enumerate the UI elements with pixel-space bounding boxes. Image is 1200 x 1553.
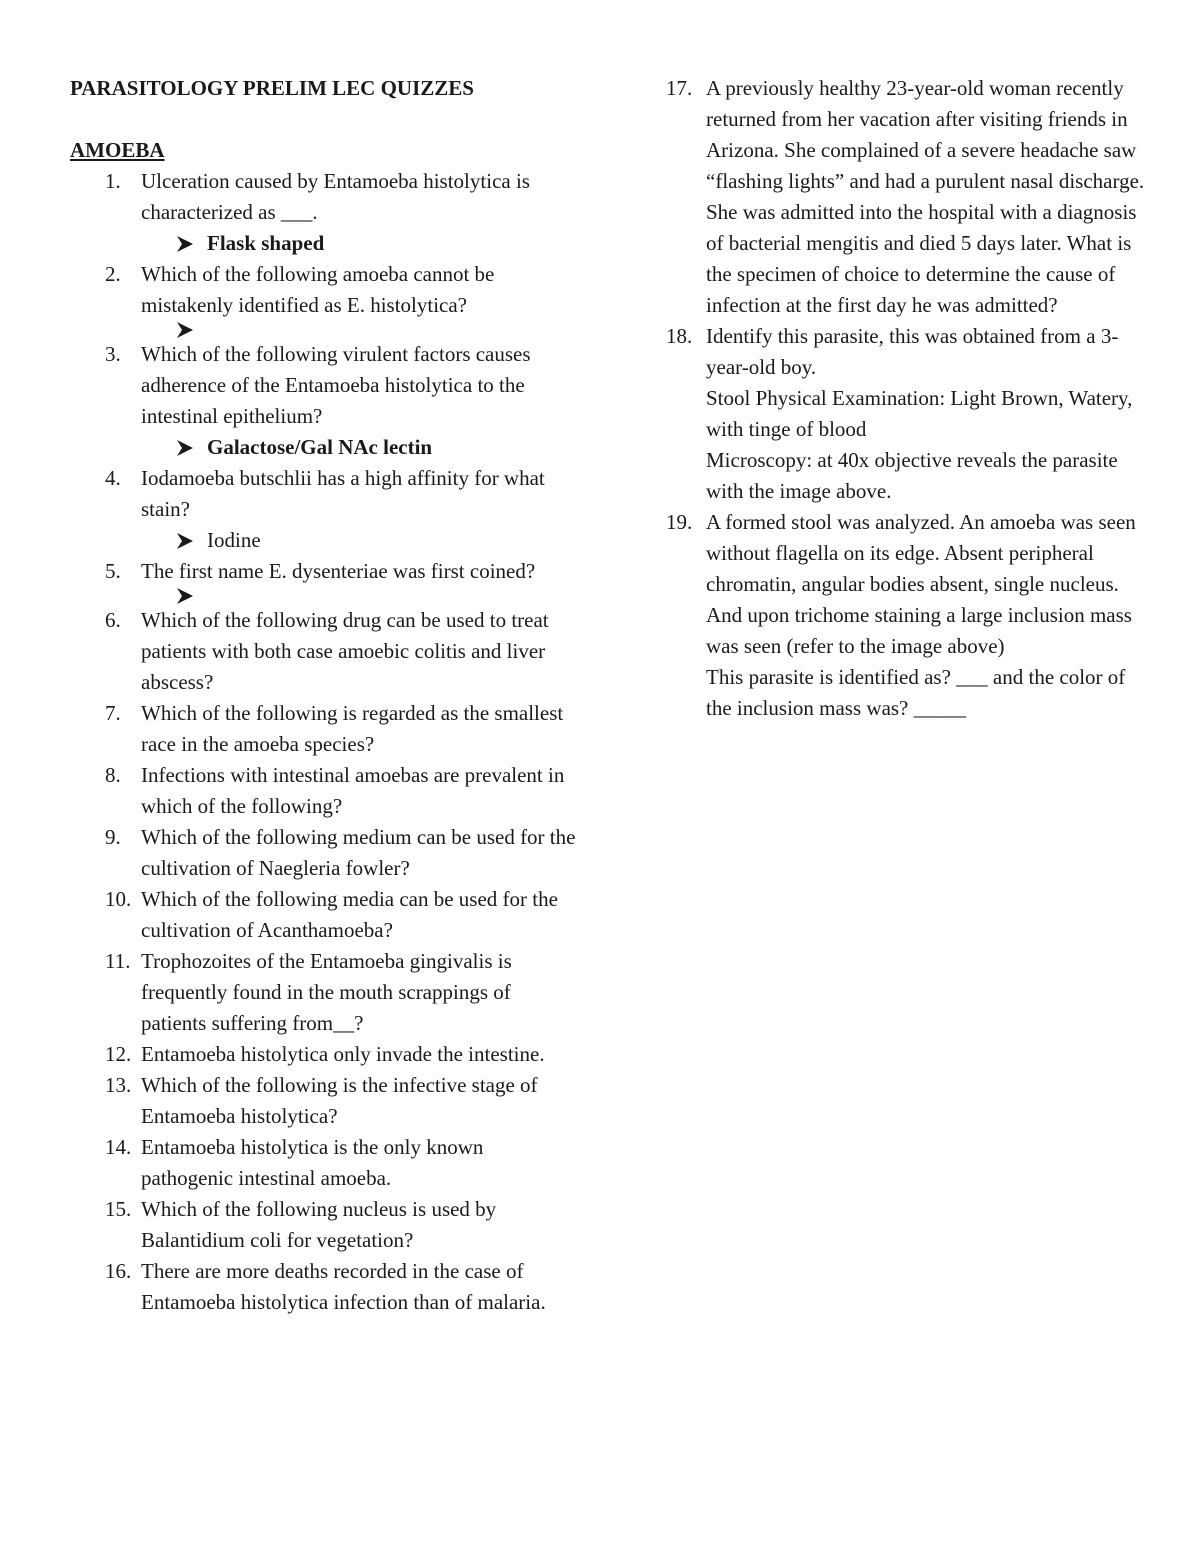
question-item bbox=[666, 507, 1156, 724]
question-text: Which of the following nucleus is used by Balantidium coli for vegetation? bbox=[141, 1197, 497, 1252]
question-text: Which of the following virulent factors causes adherence of the Entamoeba histolytica to the intestinal epithelium? bbox=[141, 342, 531, 428]
question-number: 16. bbox=[105, 1259, 132, 1283]
question-text: There are more deaths recorded in the case of Entamoeba histolytica infection than of malaria. bbox=[141, 1259, 546, 1314]
question-text: Which of the following amoeba cannot be mistakenly identified as E. histolytica? bbox=[141, 262, 495, 317]
question-item bbox=[70, 1039, 580, 1070]
question-number: 11. bbox=[105, 949, 131, 973]
answer-item bbox=[70, 587, 580, 605]
question-item bbox=[666, 321, 1156, 507]
question-text: Which of the following medium can be used for the cultivation of Naegleria fowler? bbox=[141, 825, 576, 880]
question-text: Which of the following media can be used for the cultivation of Acanthamoeba? bbox=[141, 887, 558, 942]
question-item bbox=[70, 556, 580, 587]
question-number: 6. bbox=[105, 608, 121, 632]
question-text: Iodamoeba butschlii has a high affinity for what stain? bbox=[141, 466, 545, 521]
question-text-line: This parasite is identified as? ___ and the color of the inclusion mass was? _____ bbox=[706, 665, 1126, 720]
question-item bbox=[70, 822, 580, 884]
arrow-bullet-icon bbox=[175, 235, 207, 253]
question-item bbox=[70, 339, 580, 432]
question-item bbox=[70, 463, 580, 525]
question-number: 13. bbox=[105, 1073, 132, 1097]
question-number: 1. bbox=[105, 169, 121, 193]
arrow-bullet-icon bbox=[175, 587, 207, 605]
question-text: Ulceration caused by Entamoeba histolytica is characterized as ___. bbox=[141, 169, 530, 224]
question-item bbox=[70, 1194, 580, 1256]
answer-item bbox=[70, 321, 580, 339]
arrow-bullet-icon bbox=[175, 532, 207, 550]
answer-text: Flask shaped bbox=[207, 231, 325, 255]
right-column bbox=[666, 73, 1156, 724]
left-column bbox=[70, 166, 580, 1318]
question-text-line: A previously healthy 23-year-old woman recently returned from her vacation after visiting friends in Arizona. She complained of a severe headache saw “flashing lights” and had a purulent nasal discharge. She was admitted into the hospital with a diagnosis of bacterial mengitis and died 5 days later. What is the specimen of choice to determine the cause of infection at the first day he was admitted? bbox=[706, 76, 1145, 317]
answer-text: Galactose/Gal NAc lectin bbox=[207, 435, 433, 459]
question-number: 18. bbox=[666, 324, 693, 348]
question-text: Entamoeba histolytica is the only known pathogenic intestinal amoeba. bbox=[141, 1135, 484, 1190]
arrow-bullet-icon bbox=[175, 321, 207, 339]
question-text bbox=[706, 507, 1156, 724]
question-text bbox=[706, 321, 1156, 507]
question-item bbox=[70, 1070, 580, 1132]
question-number: 2. bbox=[105, 262, 121, 286]
question-text-line: Microscopy: at 40x objective reveals the parasite with the image above. bbox=[706, 448, 1118, 503]
question-item bbox=[70, 760, 580, 822]
question-item bbox=[70, 166, 580, 228]
question-number: 4. bbox=[105, 466, 121, 490]
question-item bbox=[666, 73, 1156, 321]
answer-item bbox=[70, 525, 580, 556]
question-text: Which of the following is the infective stage of Entamoeba histolytica? bbox=[141, 1073, 538, 1128]
question-number: 15. bbox=[105, 1197, 132, 1221]
question-number: 17. bbox=[666, 76, 693, 100]
question-item bbox=[70, 1132, 580, 1194]
question-item bbox=[70, 605, 580, 698]
answer-item bbox=[70, 228, 580, 259]
question-item bbox=[70, 1256, 580, 1318]
answer-item bbox=[70, 432, 580, 463]
question-text: The first name E. dysenteriae was first coined? bbox=[141, 559, 536, 583]
question-number: 9. bbox=[105, 825, 121, 849]
question-text-line: Identify this parasite, this was obtained from a 3-year-old boy. bbox=[706, 324, 1119, 379]
question-text-line: Stool Physical Examination: Light Brown, Watery, with tinge of blood bbox=[706, 386, 1133, 441]
document-title: PARASITOLOGY PRELIM LEC QUIZZES bbox=[70, 76, 474, 100]
question-number: 12. bbox=[105, 1042, 132, 1066]
question-text: Which of the following is regarded as the smallest race in the amoeba species? bbox=[141, 701, 564, 756]
question-number: 7. bbox=[105, 701, 121, 725]
question-text-line: A formed stool was analyzed. An amoeba was seen without flagella on its edge. Absent peripheral chromatin, angular bodies absent, single nucleus. And upon trichome staining a large inclusion mass was seen (refer to the image above) bbox=[706, 510, 1136, 658]
answer-text: Iodine bbox=[207, 528, 261, 552]
question-number: 19. bbox=[666, 510, 693, 534]
question-number: 3. bbox=[105, 342, 121, 366]
question-item bbox=[70, 884, 580, 946]
section-heading: AMOEBA bbox=[70, 138, 165, 162]
question-item bbox=[70, 698, 580, 760]
question-number: 14. bbox=[105, 1135, 132, 1159]
question-text: Which of the following drug can be used to treat patients with both case amoebic colitis and liver abscess? bbox=[141, 608, 549, 694]
question-number: 10. bbox=[105, 887, 132, 911]
question-item bbox=[70, 946, 580, 1039]
question-text: Trophozoites of the Entamoeba gingivalis is frequently found in the mouth scrappings of patients suffering from__? bbox=[141, 949, 512, 1035]
question-item bbox=[70, 259, 580, 321]
question-text: Entamoeba histolytica only invade the intestine. bbox=[141, 1042, 545, 1066]
question-text: Infections with intestinal amoebas are prevalent in which of the following? bbox=[141, 763, 565, 818]
question-text bbox=[706, 73, 1156, 321]
question-number: 8. bbox=[105, 763, 121, 787]
arrow-bullet-icon bbox=[175, 439, 207, 457]
question-number: 5. bbox=[105, 559, 121, 583]
